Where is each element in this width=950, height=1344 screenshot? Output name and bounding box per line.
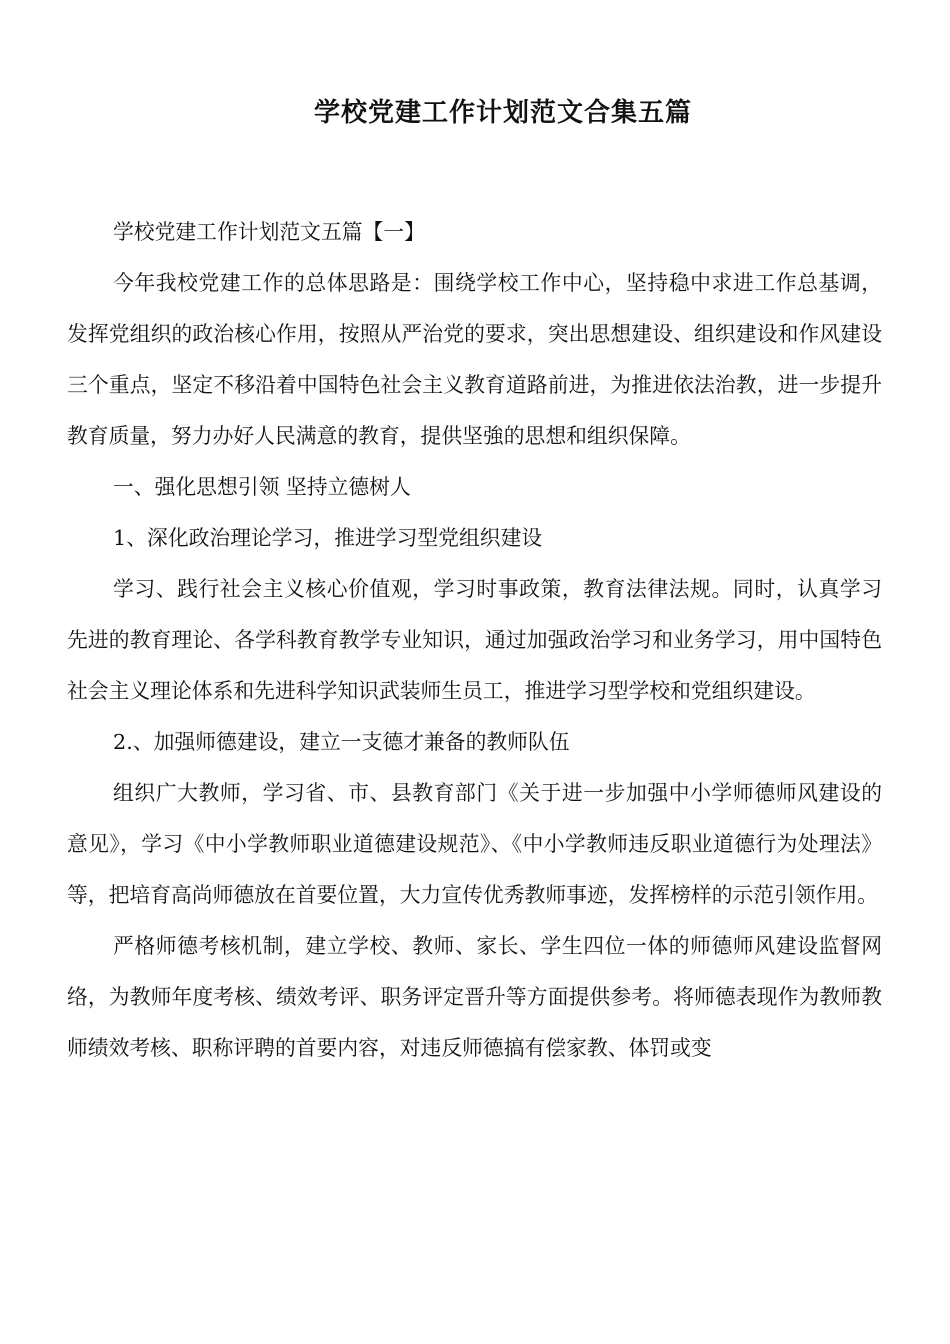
- body-paragraph: 组织广大教师，学习省、市、县教育部门《关于进一步加强中小学师德师风建设的意见》，学习《中小学教师职业道德建设规范》、《中小学教师违反职业道德行为处理法》等，把培育高尚师德放在首要位置，大力宣传优秀教师事迹，发挥榜样的示范引领作用。: [67, 781, 882, 907]
- document-body: [67, 207, 882, 1074]
- document-title: 学校党建工作计划范文合集五篇: [313, 98, 692, 128]
- section-heading: 一、强化思想引领 坚持立德树人: [113, 475, 411, 499]
- subsection-heading: 1、深化政治理论学习，推进学习型党组织建设: [113, 526, 543, 550]
- section-heading: 学校党建工作计划范文五篇【一】: [113, 220, 425, 244]
- body-paragraph: 学习、践行社会主义核心价值观，学习时事政策，教育法律法规。同时，认真学习先进的教育理论、各学科教育教学专业知识，通过加强政治学习和业务学习，用中国特色社会主义理论体系和先进科学知识武装师生员工，推进学习型学校和党组织建设。: [67, 577, 882, 703]
- body-paragraph: 今年我校党建工作的总体思路是：围绕学校工作中心，坚持稳中求进工作总基调，发挥党组织的政治核心作用，按照从严治党的要求，突出思想建设、组织建设和作风建设三个重点，坚定不移沿着中国特色社会主义教育道路前进，为推进依法治教，进一步提升教育质量，努力办好人民满意的教育，提供坚強的思想和组织保障。: [67, 271, 882, 448]
- subsection-heading: 2.、加强师德建设，建立一支德才兼备的教师队伍: [113, 730, 570, 754]
- body-paragraph: 严格师德考核机制，建立学校、教师、家长、学生四位一体的师德师风建设监督网络，为教师年度考核、绩效考评、职务评定晋升等方面提供参考。将师德表现作为教师教师绩效考核、职称评聘的首要内容，对违反师德搞有偿家教、体罚或变: [67, 934, 882, 1060]
